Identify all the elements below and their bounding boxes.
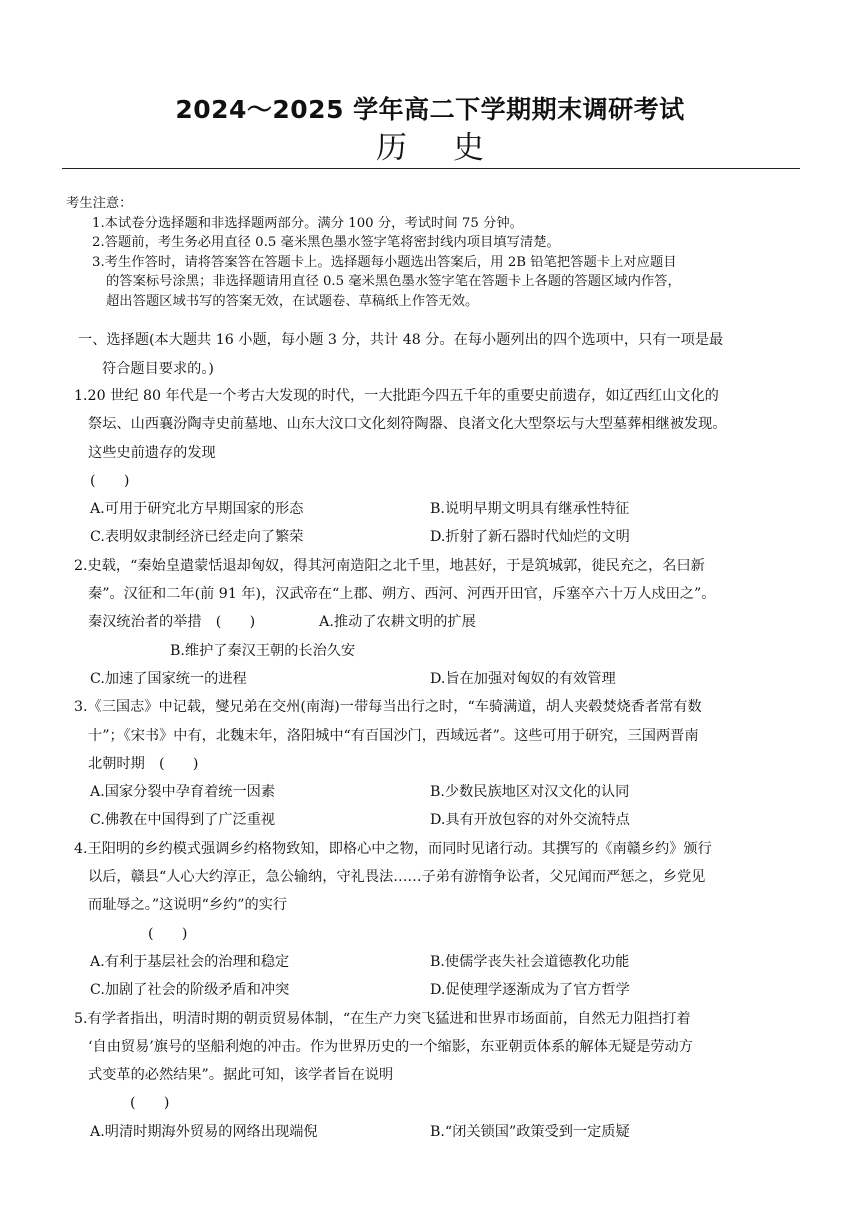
notice-heading: 考生注意： (66, 196, 133, 211)
option-a: A.可用于研究北方早期国家的形态 (90, 501, 304, 518)
option-b: B.“闭关锁国”政策受到一定质疑 (430, 1123, 630, 1140)
question-3 (74, 693, 814, 834)
question-stem-line: 2.史载，“秦始皇遣蒙恬退却匈奴，得其河南造阳之北千里，地甚好，于是筑城郭，徙民充之，名曰新 (74, 557, 705, 574)
option-d: D.促使理学逐渐成为了官方哲学 (430, 982, 630, 999)
title-divider (62, 168, 800, 169)
option-b: B.少数民族地区对汉文化的认同 (430, 784, 630, 801)
question-stem-line: 而耻辱之。”这说明“乡约”的实行 (88, 897, 288, 914)
section-heading-line: 一、选择题(本大题共 16 小题，每小题 3 分，共计 48 分。在每小题列出的四个选项中，只有一项是最 (78, 332, 724, 348)
subject-title: 历史 (376, 130, 530, 166)
question-stem-line: 十”；《宋书》中有，北魏末年，洛阳城中“有百国沙门，西域远者”。这些可用于研究，三国两晋南 (88, 727, 699, 744)
option-b: B.使儒学丧失社会道德教化功能 (430, 953, 630, 970)
option-a: A.推动了农耕文明的扩展 (319, 614, 476, 631)
option-c: C.表明奴隶制经济已经走向了繁荣 (90, 529, 304, 546)
question-stem-line: 祭坛、山西襄汾陶寺史前墓地、山东大汶口文化刻符陶器、良渚文化大型祭坛与大型墓葬相继被发现。 (88, 416, 727, 433)
question-stem-line: ‘自由贸易’旗号的坚船利炮的冲击。作为世界历史的一个缩影，东亚朝贡体系的解体无疑是劳动方 (88, 1038, 693, 1055)
question-2 (74, 552, 814, 693)
section-heading-line: 符合题目要求的。) (102, 360, 214, 377)
question-4 (74, 835, 814, 1005)
answer-bracket: ( ) (148, 925, 188, 942)
question-stem-line: 秦汉统治者的举措 ( ) (88, 614, 256, 631)
question-stem-line: 式变革的必然结果”。据此可知，该学者旨在说明 (88, 1067, 394, 1084)
candidate-notice (66, 194, 806, 311)
option-d: D.折射了新石器时代灿烂的文明 (430, 529, 630, 546)
question-stem-line: 5.有学者指出，明清时期的朝贡贸易体制，“在生产力突飞猛进和世界市场面前，自然无力阻挡打着 (74, 1010, 691, 1027)
notice-item: 3.考生作答时，请将答案答在答题卡上。选择题每小题选出答案后，用 2B 铅笔把答题卡上对应题目 (92, 254, 677, 270)
option-b: B.维护了秦汉王朝的长治久安 (170, 642, 356, 659)
option-a: A.国家分裂中孕育着统一因素 (90, 784, 276, 801)
question-stem-line: 秦”。汉征和二年(前 91 年)，汉武帝在“上郡、朔方、西河、河西开田官，斥塞卒六十万人戍田之”。 (88, 586, 716, 603)
option-d: D.具有开放包容的对外交流特点 (430, 812, 630, 829)
option-b: B.说明早期文明具有继承性特征 (430, 501, 630, 518)
option-c: C.加剧了社会的阶级矛盾和冲突 (90, 982, 290, 999)
option-c: C.佛教在中国得到了广泛重视 (90, 812, 276, 829)
notice-item-continued: 的答案标号涂黑；非选择题请用直径 0.5 毫米黑色墨水签字笔在答题卡上各题的答题区域内作答， (106, 274, 681, 289)
option-a: A.有利于基层社会的治理和稳定 (90, 953, 290, 970)
notice-item: 1.本试卷分选择题和非选择题两部分。满分 100 分，考试时间 75 分钟。 (92, 215, 523, 231)
question-stem-line: 3.《三国志》中记载，燮兄弟在交州(南海)一带每当出行之时，“车骑满道，胡人夹毂焚烧香者常有数 (74, 699, 702, 716)
question-5 (74, 1005, 814, 1146)
notice-item-continued: 超出答题区域书写的答案无效，在试题卷、草稿纸上作答无效。 (106, 293, 479, 309)
question-stem-line: 北朝时期 ( ) (88, 755, 199, 772)
option-c: C.加速了国家统一的进程 (90, 670, 247, 687)
notice-item: 2.答题前，考生务必用直径 0.5 毫米黑色墨水签字笔将密封线内项目填写清楚。 (92, 235, 560, 250)
answer-bracket: ( ) (130, 1095, 170, 1112)
answer-bracket: ( ) (90, 472, 130, 489)
option-d: D.旨在加强对匈奴的有效管理 (430, 670, 616, 687)
exam-title: 2024～2025 学年高二下学期期末调研考试 (175, 95, 685, 124)
question-stem-line: 这些史前遗存的发现 (88, 444, 216, 461)
question-stem-line: 以后，赣县“人心大约淳正，急公输纳，守礼畏法……子弟有游惰争讼者，父兄闻而严惩之，乡党见 (88, 869, 706, 886)
question-stem-line: 1.20 世纪 80 年代是一个考古大发现的时代，一大批距今四五千年的重要史前遗存，如辽西红山文化的 (74, 388, 719, 404)
section-heading (78, 326, 808, 383)
option-a: A.明清时期海外贸易的网络出现端倪 (90, 1123, 318, 1140)
question-list (74, 382, 814, 1146)
question-stem-line: 4.王阳明的乡约模式强调乡约格物致知，即格心中之物，而同时见诸行动。其撰写的《南赣乡约》颁行 (74, 840, 712, 857)
question-1 (74, 382, 814, 552)
